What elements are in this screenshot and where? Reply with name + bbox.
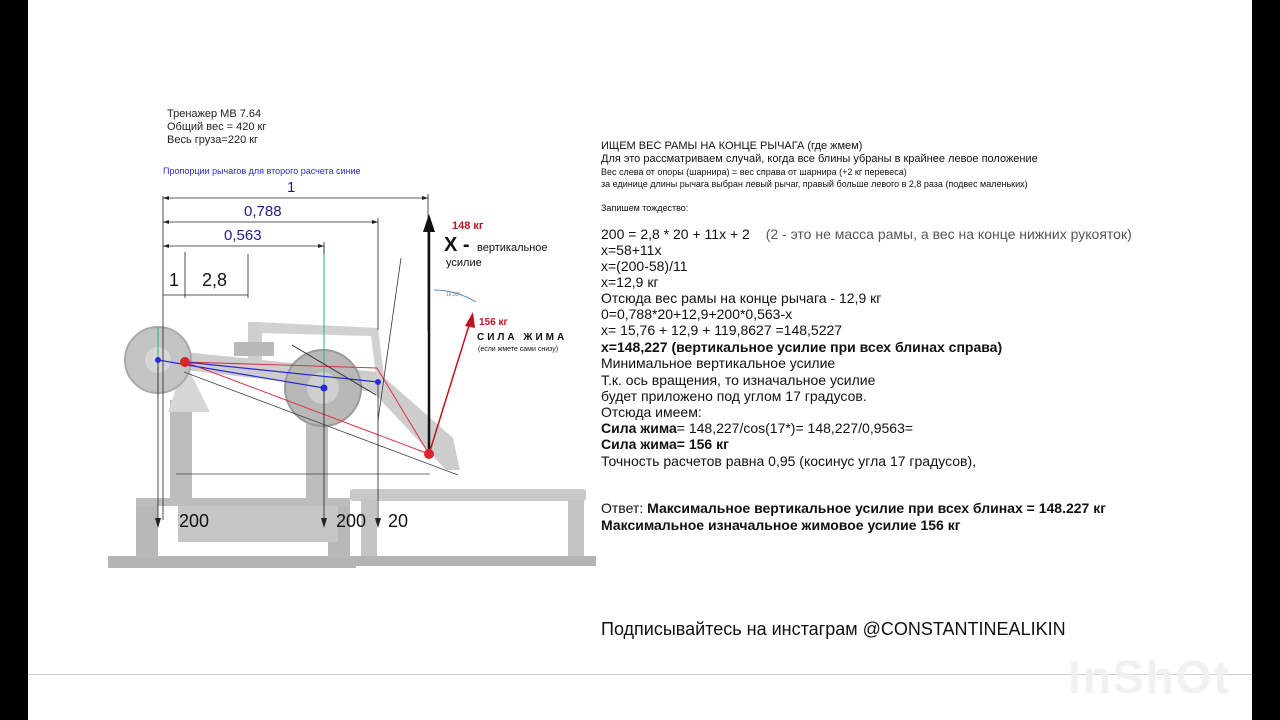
press-force-arrow bbox=[429, 322, 470, 454]
force-156-label: 156 кг bbox=[479, 317, 508, 328]
calc-eq-15: Точность расчетов равна 0,95 (косинус угла 17 градусов), bbox=[601, 453, 977, 469]
calc-identity: Запишем тождество: bbox=[601, 203, 689, 213]
calc-eq-13-bold: Сила жима bbox=[601, 420, 677, 436]
calc-answer-1 bbox=[601, 500, 1106, 516]
calc-eq-1 bbox=[601, 226, 1132, 242]
load-200-left: 200 bbox=[179, 511, 210, 531]
instagram-footer: Подписывайтесь на инстаграм @CONSTANTINEALIKIN bbox=[601, 619, 1066, 639]
slide bbox=[28, 0, 1252, 720]
machine-info bbox=[167, 108, 266, 147]
calc-eq-13 bbox=[601, 420, 913, 436]
calc-answer-2: Максимальное изначальное жимовое усилие 156 кг bbox=[601, 517, 961, 533]
calc-eq-10: Т.к. ось вращения, то изначальное усилие bbox=[601, 372, 876, 388]
calc-eq-11: будет приложено под углом 17 градусов. bbox=[601, 388, 867, 404]
calc-eq-3: x=(200-58)/11 bbox=[601, 258, 688, 274]
base-foot-left bbox=[136, 502, 158, 558]
calc-eq-13-rest: = 148,227/cos(17*)= 148,227/0,9563= bbox=[676, 420, 914, 436]
pivot-joint bbox=[180, 357, 190, 367]
lever-end-point bbox=[375, 379, 381, 385]
dim-label-0563: 0,563 bbox=[224, 227, 262, 244]
dim-label-left: 1 bbox=[169, 270, 180, 290]
press-note: (если жмете сами снизу) bbox=[478, 346, 559, 353]
calc-eq-5: Отсюда вес рамы на конце рычага - 12,9 кг bbox=[601, 290, 882, 306]
calc-line-1: Для это рассматриваем случай, когда все блины убраны в крайнее левое положение bbox=[601, 153, 1038, 165]
machine-title: Тренажер MB 7.64 bbox=[167, 108, 262, 120]
plate-mid-center bbox=[321, 385, 328, 392]
bench-pad bbox=[350, 489, 586, 501]
answer-label: Ответ: bbox=[601, 500, 644, 516]
bench-leg-right bbox=[568, 500, 584, 556]
machine-load-weight: Весь груза=220 кг bbox=[167, 134, 259, 146]
calc-heading: ИЩЕМ ВЕС РАМЫ НА КОНЦЕ РЫЧАГА (где жмем) bbox=[601, 140, 863, 152]
calc-line-3: за единице длины рычага выбран левый рычаг, правый больше левого в 2,8 раза (подвес маленьких) bbox=[601, 179, 1028, 189]
calc-eq-7: x= 15,76 + 12,9 + 119,8627 =148,5227 bbox=[601, 322, 843, 338]
calc-line-2: Вес слева от опоры (шарнира) = вес справа от шарнира (+2 кг перевеса) bbox=[601, 167, 907, 177]
calc-eq-1-note: (2 - это не масса рамы, а вес на конце нижних рукояток) bbox=[765, 226, 1132, 242]
inshot-watermark: InShOt bbox=[1068, 651, 1231, 703]
force-148-label: 148 кг bbox=[452, 220, 484, 232]
calc-eq-12: Отсюда имеем: bbox=[601, 404, 702, 420]
weight-horn bbox=[234, 342, 274, 356]
calc-eq-8: x=148,227 (вертикальное усилие при всех блинах справа) bbox=[601, 339, 1003, 355]
answer-text-1: Максимальное вертикальное усилие при всех блинах = 148.227 кг bbox=[647, 500, 1107, 516]
press-label: СИЛА ЖИМА bbox=[477, 332, 568, 343]
angle-label: 16,93° bbox=[446, 292, 461, 298]
calc-eq-1-main: 200 = 2,8 * 20 + 11x + 2 bbox=[601, 226, 750, 242]
bench-foot bbox=[350, 556, 596, 566]
x-desc-1: вертикальное bbox=[477, 242, 548, 254]
handle-joint bbox=[424, 449, 434, 459]
upright-left bbox=[170, 400, 192, 500]
load-200-mid: 200 bbox=[336, 511, 367, 531]
plate-left-center bbox=[155, 357, 161, 363]
calc-eq-4: x=12,9 кг bbox=[601, 274, 659, 290]
dim-label-0788: 0,788 bbox=[244, 203, 282, 220]
calc-eq-2: x=58+11x bbox=[601, 242, 662, 258]
calc-eq-14: Сила жима= 156 кг bbox=[601, 436, 729, 452]
dim-label-1: 1 bbox=[287, 179, 296, 196]
x-label: X - bbox=[444, 234, 470, 256]
calc-eq-9: Минимальное вертикальное усилие bbox=[601, 355, 836, 371]
dim-label-right: 2,8 bbox=[202, 270, 228, 290]
machine-total-weight: Общий вес = 420 кг bbox=[167, 121, 267, 133]
x-desc-2: усилие bbox=[446, 257, 482, 269]
calc-eq-6: 0=0,788*20+12,9+200*0,563-x bbox=[601, 306, 793, 322]
proportions-note: Пропорции рычагов для второго расчета синие bbox=[163, 166, 361, 176]
load-20: 20 bbox=[388, 511, 409, 531]
